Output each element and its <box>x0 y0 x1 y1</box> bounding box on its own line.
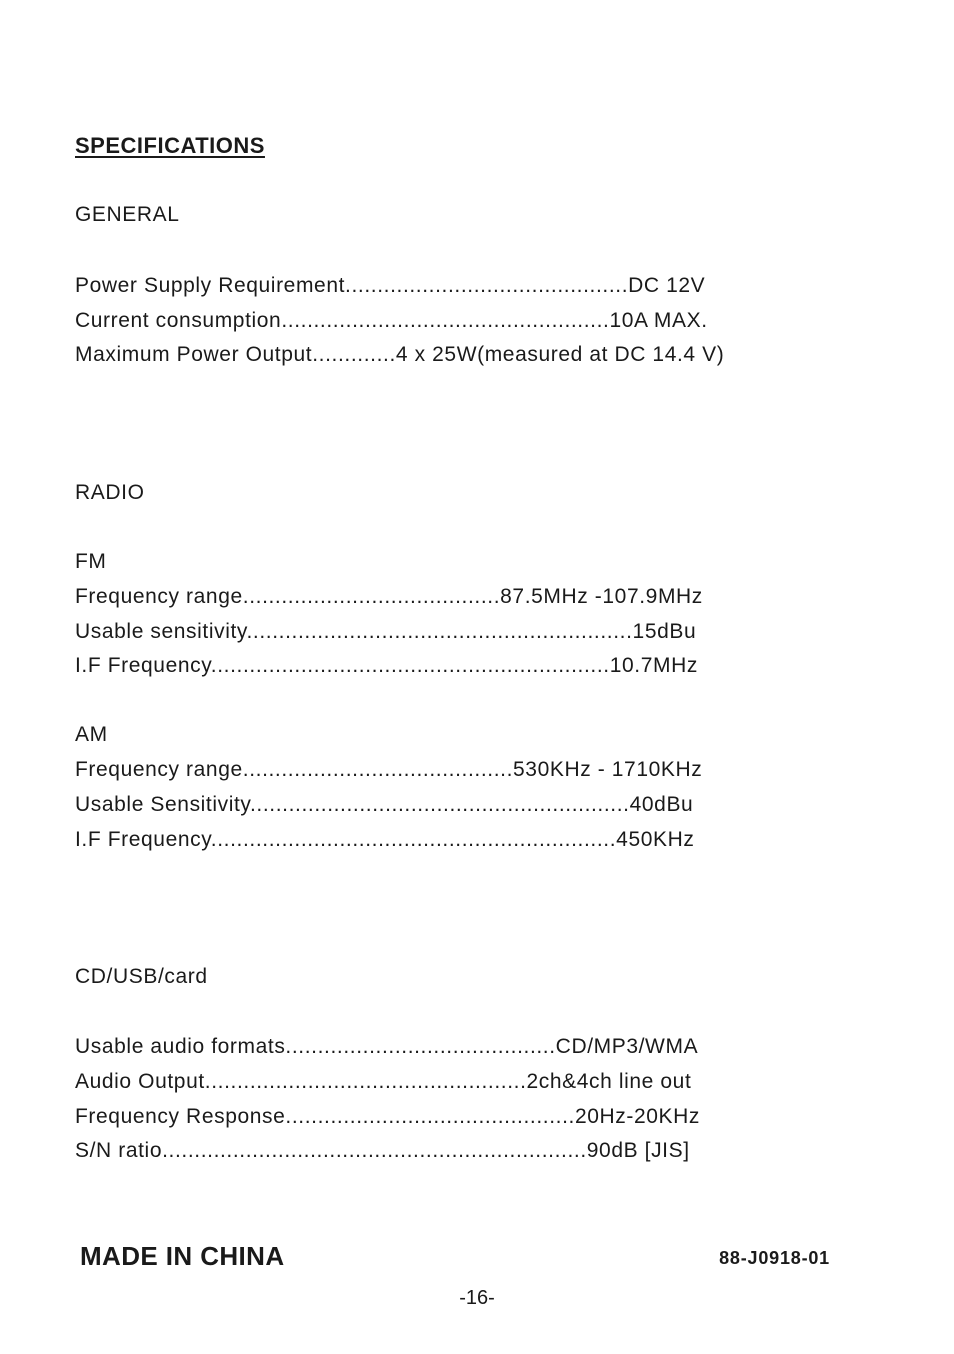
spec-fm-frequency-range: Frequency range........................................87.5MHz -107.9MHz <box>75 585 703 608</box>
page-title: SPECIFICATIONS <box>75 133 265 158</box>
cd-heading: CD/USB/card <box>75 965 208 988</box>
spec-frequency-response: Frequency Response.............................................20Hz-20KHz <box>75 1105 701 1128</box>
general-heading: GENERAL <box>75 203 180 226</box>
spec-am-usable-sensitivity: Usable Sensitivity...........................................................40dBu <box>75 793 694 816</box>
page-number: -16- <box>459 1287 495 1309</box>
fm-heading: FM <box>75 550 107 573</box>
made-in-label: MADE IN CHINA <box>80 1241 285 1271</box>
am-heading: AM <box>75 723 108 746</box>
spec-max-power-output: Maximum Power Output.............4 x 25W(measured at DC 14.4 V) <box>75 343 725 366</box>
spec-am-if-frequency: I.F Frequency...............................................................450KHz <box>75 828 695 851</box>
radio-heading: RADIO <box>75 481 145 504</box>
spec-audio-output: Audio Output..................................................2ch&4ch line out <box>75 1070 692 1093</box>
spec-fm-if-frequency: I.F Frequency..............................................................10.7MHz <box>75 654 698 677</box>
spec-power-supply: Power Supply Requirement............................................DC 12V <box>75 274 706 297</box>
model-code: 88-J0918-01 <box>719 1248 830 1268</box>
spec-sn-ratio: S/N ratio..................................................................90dB [JIS] <box>75 1139 690 1162</box>
spec-fm-usable-sensitivity: Usable sensitivity............................................................15dBu <box>75 620 697 643</box>
spec-audio-formats: Usable audio formats..........................................CD/MP3/WMA <box>75 1035 699 1058</box>
spec-current-consumption: Current consumption...................................................10A MAX. <box>75 309 708 332</box>
spec-am-frequency-range: Frequency range..........................................530KHz - 1710KHz <box>75 758 703 781</box>
